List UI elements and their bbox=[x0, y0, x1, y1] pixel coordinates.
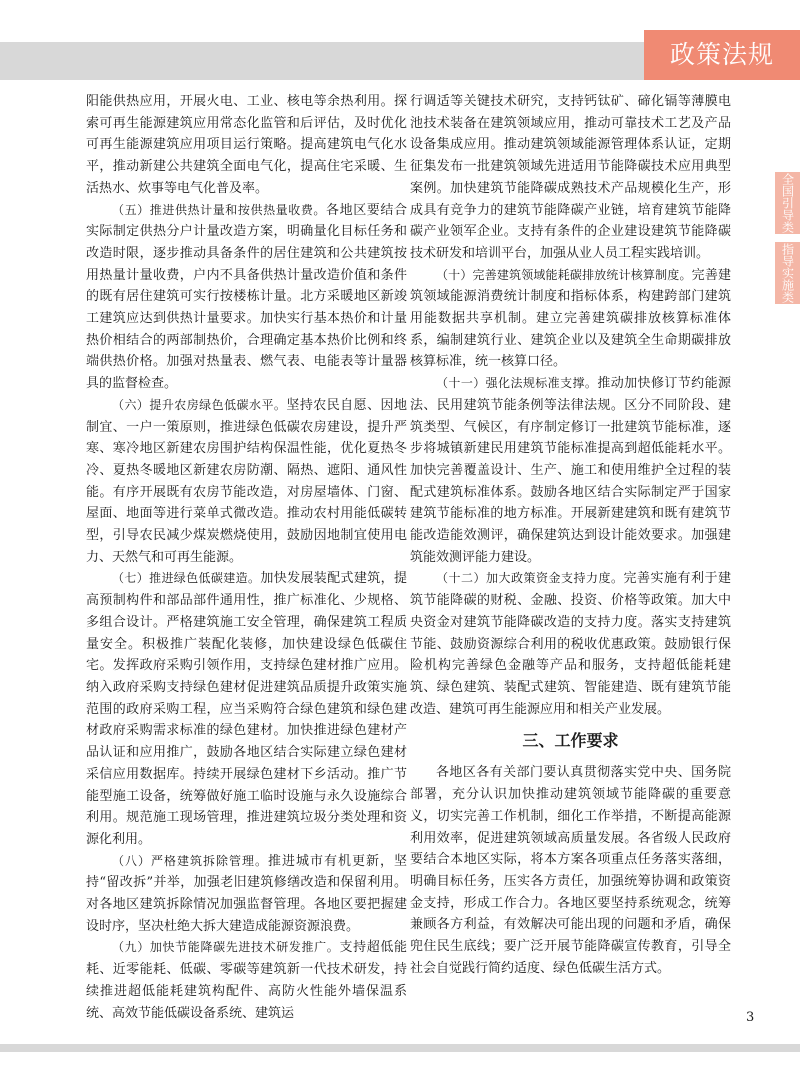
paragraph-heading: （七）推进绿色低碳建造。 bbox=[112, 571, 261, 586]
page-number: 3 bbox=[746, 1010, 755, 1025]
paragraph-text: 完善实施有利于建筑节能降碳的财税、金融、投资、价格等政策。加大中央资金对建筑节能降碳改造的支持力度。落实支持建筑节能、鼓励资源综合利用的税收优惠政策。鼓励银行保险机构完善绿色金融等产品和服务，支持超低能耗建筑、绿色建筑、装配式建筑、智能建造、既有建筑节能改造、建筑可再生能源应用和相关产业发展。 bbox=[410, 571, 731, 717]
paragraph bbox=[86, 200, 407, 395]
paragraph-text: 加快发展装配式建筑，提高预制构件和部品部件通用性，推广标准化、少规格、多组合设计。严格建筑施工安全管理，确保建筑工程质量安全。积极推广装配化装修，加快建设绿色低碳住宅。发挥政府采购引领作用，支持绿色建材推广应用。纳入政府采购支持绿色建材促进建筑品质提升政策实施范围的政府采购工程，应当采购符合绿色建筑和绿色建材政府采购需求标准的绿色建材。加快推进绿色建材产品认证和应用推广，鼓励各地区结合实际建立绿色建材采信应用数据库。持续开展绿色建材下乡活动。推广节能型施工设备，统筹做好施工临时设施与永久设施综合利用。规范施工现场管理，推进建筑垃圾分类处理和资源化利用。 bbox=[86, 571, 407, 847]
paragraph bbox=[86, 851, 407, 938]
paragraph bbox=[410, 373, 731, 568]
left-column bbox=[86, 91, 407, 1024]
paragraph-text: 各地区要结合实际制定供热分户计量改造方案，明确量化目标任务和改造时限，逐步推动具备条件的居住建筑和公共建筑按用热量计量收费，户内不具备供热计量改造价值和条件的既有居住建筑可实行按楼栋计量。北方采暖地区新竣工建筑应达到供热计量要求。加快实行基本热价和计量热价相结合的两部制热价，合理确定基本热价比例和终端供热价格。加强对热量表、燃气表、电能表等计量器具的监督检查。 bbox=[86, 202, 407, 392]
paragraph-text: 支持超低能耗、近零能耗、低碳、零碳等建筑新一代技术研发，持续推进超低能耗建筑构配件、高防火性能外墙保温系统、高效节能低碳设备系统、建筑运 bbox=[86, 940, 407, 1021]
paragraph bbox=[410, 568, 731, 720]
paragraph-text: 阳能供热应用，开展火电、工业、核电等余热利用。探索可再生能源建筑应用常态化监管和后评估，及时优化可再生能源建筑应用项目运行策略。提高建筑电气化水平，推动新建公共建筑全面电气化，提高住宅采暖、生活热水、炊事等电气化普及率。 bbox=[86, 94, 407, 196]
paragraph-text: 推进城市有机更新，坚持“留改拆”并举，加强老旧建筑修缮改造和保留利用。对各地区建筑拆除情况加强监督管理。各地区要把握建设时序，坚决杜绝大拆大建造成能源资源浪费。 bbox=[86, 853, 407, 934]
paragraph-heading: （五）推进供热计量和按供热量收费。 bbox=[112, 202, 327, 217]
section-label: 政策法规 bbox=[644, 30, 800, 80]
paragraph bbox=[86, 91, 407, 200]
paragraph-heading: （十二）加大政策资金支持力度。 bbox=[436, 571, 624, 586]
paragraph-text: 坚持农民自愿、因地制宜、一户一策原则，推进绿色低碳农房建设，提升严寒、寒冷地区新建农房围护结构保温性能，优化夏热冬冷、夏热冬暖地区新建农房防潮、隔热、遮阳、通风性能。有序开展既有农房节能改造，对房屋墙体、门窗、屋面、地面等进行菜单式微改造。推动农村用能低碳转型，引导农民减少煤炭燃烧使用，鼓励因地制宜使用电力、天然气和可再生能源。 bbox=[86, 397, 407, 565]
paragraph bbox=[410, 762, 731, 979]
side-tab-guidance[interactable]: 全国引导类 bbox=[775, 172, 800, 234]
side-tab-implementation[interactable]: 指导实施类 bbox=[775, 242, 800, 304]
paragraph-heading: （十一）强化法规标准支撑。 bbox=[436, 376, 598, 391]
right-column bbox=[410, 91, 731, 979]
paragraph-text: 各地区各有关部门要认真贯彻落实党中央、国务院部署，充分认识加快推动建筑领域节能降碳的重要意义，切实完善工作机制，细化工作举措，不断提高能源利用效率，促进建筑领域高质量发展。各省级人民政府要结合本地区实际，将本方案各项重点任务落实落细，明确目标任务，压实各方责任，加强统筹协调和政策资金支持，形成工作合力。各地区要坚持系统观念，统筹兼顾各方利益，有效解决可能出现的问题和矛盾，确保兜住民生底线；要广泛开展节能降碳宣传教育，引导全社会自觉践行简约适度、绿色低碳生活方式。 bbox=[410, 765, 731, 976]
footer-band bbox=[0, 1044, 800, 1052]
paragraph bbox=[410, 91, 731, 265]
paragraph-text: 推动加快修订节约能源法、民用建筑节能条例等法律法规。区分不同阶段、建筑类型、气候区，有序制定修订一批建筑节能标准，逐步将城镇新建民用建筑节能标准提高到超低能耗水平。加快完善覆盖设计、生产、施工和使用维护全过程的装配式建筑标准体系。鼓励各地区结合实际制定严于国家建筑节能标准的地方标准。开展新建建筑和既有建筑节能改造能效测评，确保建筑达到设计能效要求。加强建筑能效测评能力建设。 bbox=[410, 376, 731, 565]
paragraph-text: 完善建筑领域能源消费统计制度和指标体系，构建跨部门建筑用能数据共享机制。建立完善建筑碳排放核算标准体系，编制建筑行业、建筑企业以及建筑全生命期碳排放核算标准，统一核算口径。 bbox=[410, 267, 731, 370]
paragraph-text: 行调适等关键技术研究，支持钙钛矿、碲化镉等薄膜电池技术装备在建筑领域应用，推动可靠技术工艺及产品设备集成应用。推动建筑领域能源管理体系认证，定期征集发布一批建筑领域先进适用节能降碳技术应用典型案例。加快建筑节能降碳成熟技术产品规模化生产，形成具有竞争力的建筑节能降碳产业链，培育建筑节能降碳产业领军企业。支持有条件的企业建设建筑节能降碳技术研发和培训平台，加强从业人员工程实践培训。 bbox=[410, 94, 731, 261]
section-title: 三、工作要求 bbox=[522, 731, 619, 751]
paragraph bbox=[86, 568, 407, 850]
paragraph bbox=[86, 937, 407, 1024]
paragraph-heading: （九）加快节能降碳先进技术研发推广。 bbox=[112, 940, 340, 955]
paragraph-heading: （八）严格建筑拆除管理。 bbox=[112, 853, 268, 868]
paragraph-heading: （十）完善建筑领域能耗碳排放统计核算制度。 bbox=[436, 267, 692, 282]
paragraph bbox=[410, 265, 731, 374]
paragraph-heading: （六）提升农房绿色低碳水平。 bbox=[112, 397, 287, 412]
paragraph bbox=[86, 395, 407, 569]
